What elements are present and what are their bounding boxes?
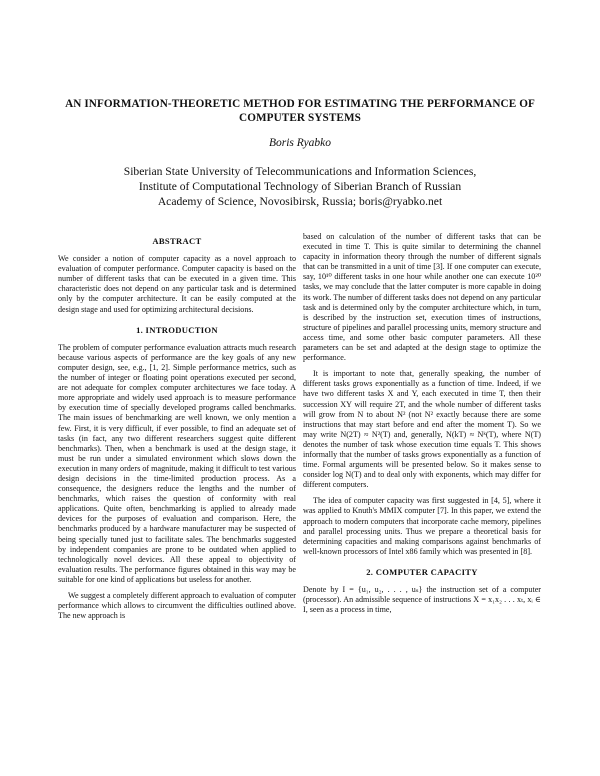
right-column	[303, 232, 541, 617]
capacity-heading: 2. COMPUTER CAPACITY	[366, 566, 478, 577]
left-column	[58, 232, 296, 623]
right-paragraph-1: based on calculation of the number of different tasks that can be executed in time T. This is quite similar to determining the channel capacity in information theory through the number of different signals that can be transmitted in a unit of time [3]. If one computer can execute, say, 10¹⁰ different tasks in one hour while another one can execute 10²⁰ tasks, we may conclude that the latter computer is more capable in doing its work. The number of different tasks does not depend on any particular task and is determined only by the computer architecture which, in turn, is described by the instruction set, execution times of instructions, structure of pipelines and parallel processing units, memory structure and access time, and some other basic computer parameters. All these parameters can be set and adapted at the design stage to optimize the performance.	[303, 232, 541, 363]
affiliation-block	[60, 164, 540, 209]
right-paragraph-3: The idea of computer capacity was first suggested in [4, 5], where it was applied to Knuth's MMIX computer [7]. In this paper, we extend the approach to modern computers that incorporate cache memory, pipelines and parallel processing units. Thus we prepare a theoretical basis for determining capacities and making comparisons against benchmarks of well-known processors of Intel x86 family which was presented in [8].	[303, 496, 541, 556]
author-name: Boris Ryabko	[268, 137, 332, 149]
affiliation-line: Institute of Computational Technology of Siberian Branch of Russian	[138, 180, 462, 193]
abstract-text: We consider a notion of computer capacity as a novel approach to evaluation of computer performance. Computer capacity is based on the number of different tasks that can be executed in a given time. This characteristic does not depend on any particular task and is determined only by the computer architecture. It can be easily computed at the design stage and used for optimizing architectural decisions.	[58, 254, 296, 314]
introduction-heading: 1. INTRODUCTION	[136, 324, 218, 335]
abstract-heading: ABSTRACT	[152, 236, 202, 246]
paper-title: AN INFORMATION-THEORETIC METHOD FOR ESTIMATING THE PERFORMANCE OF COMPUTER SYSTEMS	[65, 98, 535, 124]
intro-paragraph-1: The problem of computer performance evaluation attracts much research because various aspects of performance are the key goals of any new computer design, see, e.g., [1, 2]. Simple performance metrics, such as the number of integer or floating point operations executed per second, are not adequate for complex computer architectures we face today. A more appropriate and widely used approach is to measure performance by execution time of specially developed programs called benchmarks. The main issues of benchmarking are well known, we only mention a few. First, it is very difficult, if ever possible, to find an adequate set of tasks (in fact, any two different researchers suggest quite different benchmarks). Then, when a benchmark is used at the design stage, it must be run under a simulated environment which slows down the execution in many orders of magnitude, making it difficult to test various design decisions in the time-limited production process. As a consequence, the designers reduce the lengths and the number of benchmarks, which raises the question of conformity with real applications. Quite often, benchmarking is applied to already made devices for the purposes of evaluation and comparison. Here, the benchmarks produced by a hardware manufacturer may be suspected of being specially tuned just to facilitate sales. The benchmarks suggested by independent companies are prone to be outdated when applied to technologically novel devices. All these appeal to objectivity of evaluation results. The performance figures obtained in this way may be suitable for one kind of applications but useless for another.	[58, 342, 296, 584]
intro-paragraph-2: We suggest a completely different approach to evaluation of computer performance which allows to circumvent the difficulties outlined above. The new approach is	[58, 591, 296, 621]
affiliation-line: Academy of Science, Novosibirsk, Russia; boris@ryabko.net	[157, 195, 443, 208]
affiliation-line: Siberian State University of Telecommunications and Information Sciences,	[123, 165, 477, 178]
capacity-paragraph-1: Denote by I = {u₁, u₂, . . . , uₛ} the instruction set of a computer (processor). An admissible sequence of instructions X = x₁x₂ . . . xₜ, xᵢ ∈ I, seen as a process in time,	[303, 585, 541, 615]
right-paragraph-2: It is important to note that, generally speaking, the number of different tasks grows exponentially as a function of time. Indeed, if we have two different tasks X and Y, each executed in time T, then their succession XY will require 2T, and the whole number of different tasks will grow from N to about N² (not N² exactly because there are some instructions that may start before and end after the moment T). So we may write N(2T) ≈ N²(T) and, generally, N(kT) ≈ Nᵏ(T), where N(T) denotes the number of task whose execution time equals T. This shows informally that the number of tasks grows exponentially as a function of time. Formal arguments will be presented below. So it makes sense to consider log N(T) and to deal only with exponents, which may differ for different computers.	[303, 369, 541, 490]
